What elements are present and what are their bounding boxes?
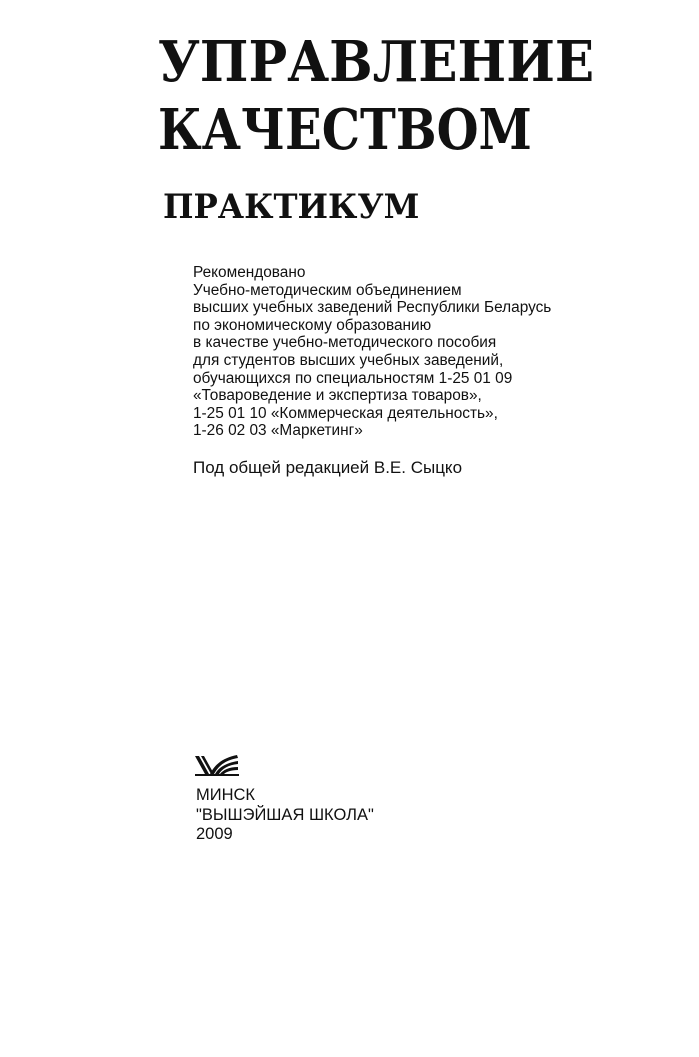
publisher-imprint [196,786,374,845]
publisher-city: МИНСК [196,786,256,804]
publisher-logo-icon [193,752,241,778]
recommendation-line: высших учебных заведений Республики Беларусь [193,299,552,317]
recommendation-line: по экономическому образованию [193,316,432,334]
publication-year: 2009 [196,825,233,843]
recommendation-line: для студентов высших учебных заведений, [193,351,504,369]
book-title-line-1: УПРАВЛЕНИЕ [158,29,595,95]
recommendation-line: 1-25 01 10 «Коммерческая деятельность», [193,404,498,422]
book-subtitle: ПРАКТИКУМ [163,187,420,227]
publisher-name: "ВЫШЭЙШАЯ ШКОЛА" [196,805,374,824]
editor-credit: Под общей редакцией В.Е. Сыцко [193,458,463,477]
recommendation-block [193,264,551,440]
recommendation-line: в качестве учебно-методического пособия [193,334,497,352]
recommendation-line: Учебно-методическим объединением [193,281,462,299]
book-title-line-2: КАЧЕСТВОМ [158,97,532,163]
recommendation-line: обучающихся по специальностям 1-25 01 09 [193,369,513,387]
recommendation-line: 1-26 02 03 «Маркетинг» [193,422,363,440]
recommendation-line: «Товароведение и экспертиза товаров», [193,387,482,405]
recommendation-line: Рекомендовано [193,264,306,281]
